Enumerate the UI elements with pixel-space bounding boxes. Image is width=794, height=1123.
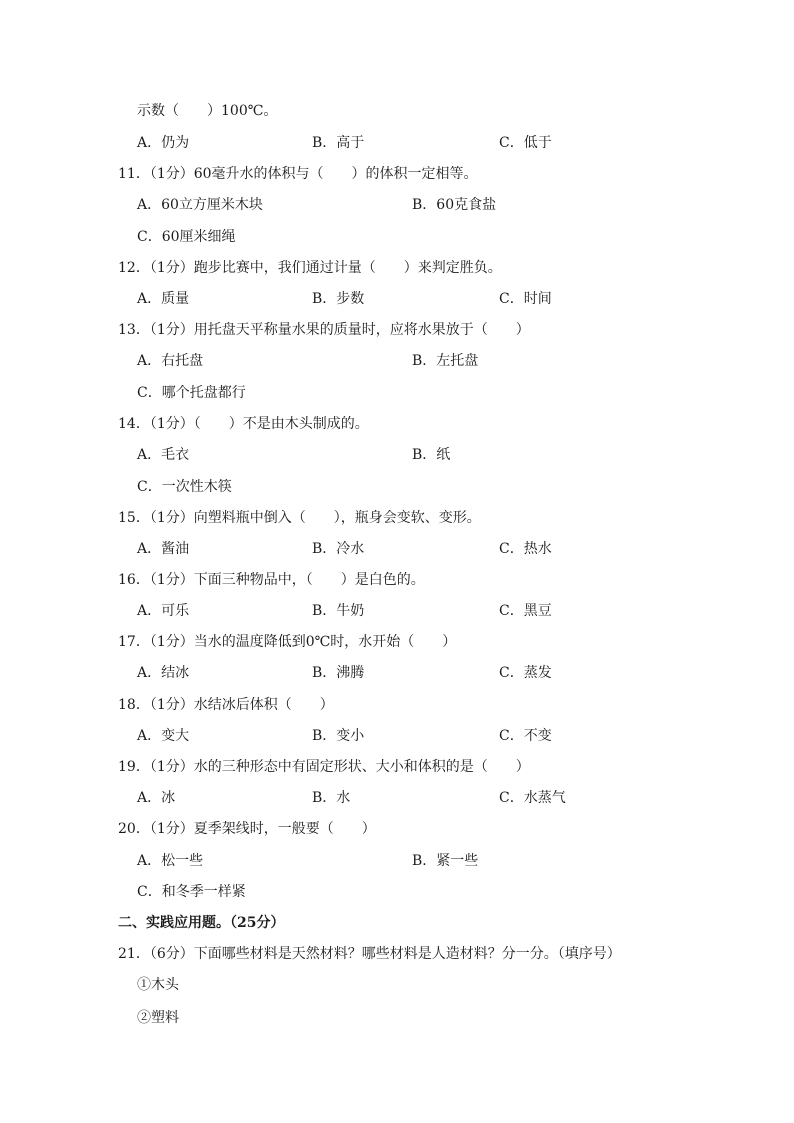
question-18-stem: 18．（1分）水结冰后体积（ ） [118,697,334,713]
option-c: C．黑豆 [499,603,552,619]
question-20-stem: 20．（1分）夏季架线时，一般要（ ） [118,821,376,837]
question-11-stem: 11．（1分）60毫升水的体积与（ ）的体积一定相等。 [118,166,478,182]
option-b: B．60克食盐 [412,197,497,213]
option-c: C．水蒸气 [499,790,566,806]
option-b: B．变小 [312,728,365,744]
question-21-stem: 21．（6分）下面哪些材料是天然材料？哪些材料是人造材料？分一分。（填序号） [118,946,621,962]
question-17-stem: 17．（1分）当水的温度降低到0℃时，水开始（ ） [118,634,457,650]
option-b: B．步数 [312,291,365,307]
option-c: C．60厘米细绳 [137,229,236,245]
option-a: A．冰 [137,790,176,806]
option-c: C．蒸发 [499,665,552,681]
option-a: A．毛衣 [137,447,190,463]
option-c: C．一次性木筷 [137,479,232,495]
option-b: B．沸腾 [312,665,365,681]
option-a: A．变大 [137,728,190,744]
option-a: A．松一些 [137,853,204,869]
option-b: B．高于 [312,135,365,151]
option-b: B．水 [312,790,351,806]
question-15-stem: 15．（1分）向塑料瓶中倒入（ ），瓶身会变软、变形。 [118,510,481,526]
question-19-stem: 19．（1分）水的三种形态中有固定形状、大小和体积的是（ ） [118,759,530,775]
option-c: C．和冬季一样紧 [137,884,246,900]
option-b: B．牛奶 [312,603,365,619]
list-item: ②塑料 [137,1010,179,1026]
option-c: C．不变 [499,728,552,744]
option-a: A．仍为 [137,135,190,151]
question-continuation: 示数（ ）100℃。 [137,103,278,119]
section-heading: 二、实践应用题。（25分） [118,915,285,931]
question-14-stem: 14．（1分）（ ）不是由木头制成的。 [118,416,369,432]
option-a: A．结冰 [137,665,190,681]
question-16-stem: 16．（1分）下面三种物品中，（ ）是白色的。 [118,572,425,588]
option-a: A．酱油 [137,541,190,557]
option-a: A．可乐 [137,603,190,619]
question-12-stem: 12．（1分）跑步比赛中，我们通过计量（ ）来判定胜负。 [118,260,502,276]
option-c: C．热水 [499,541,552,557]
option-b: B．左托盘 [412,353,479,369]
option-c: C．低于 [499,135,552,151]
option-c: C．哪个托盘都行 [137,385,246,401]
option-b: B．冷水 [312,541,365,557]
option-b: B．紧一些 [412,853,479,869]
option-a: A．60立方厘米木块 [137,197,263,213]
list-item: ①木头 [137,977,179,993]
option-b: B．纸 [412,447,451,463]
option-a: A．右托盘 [137,353,204,369]
option-c: C．时间 [499,291,552,307]
question-13-stem: 13．（1分）用托盘天平称量水果的质量时，应将水果放于（ ） [118,322,530,338]
option-a: A．质量 [137,291,190,307]
